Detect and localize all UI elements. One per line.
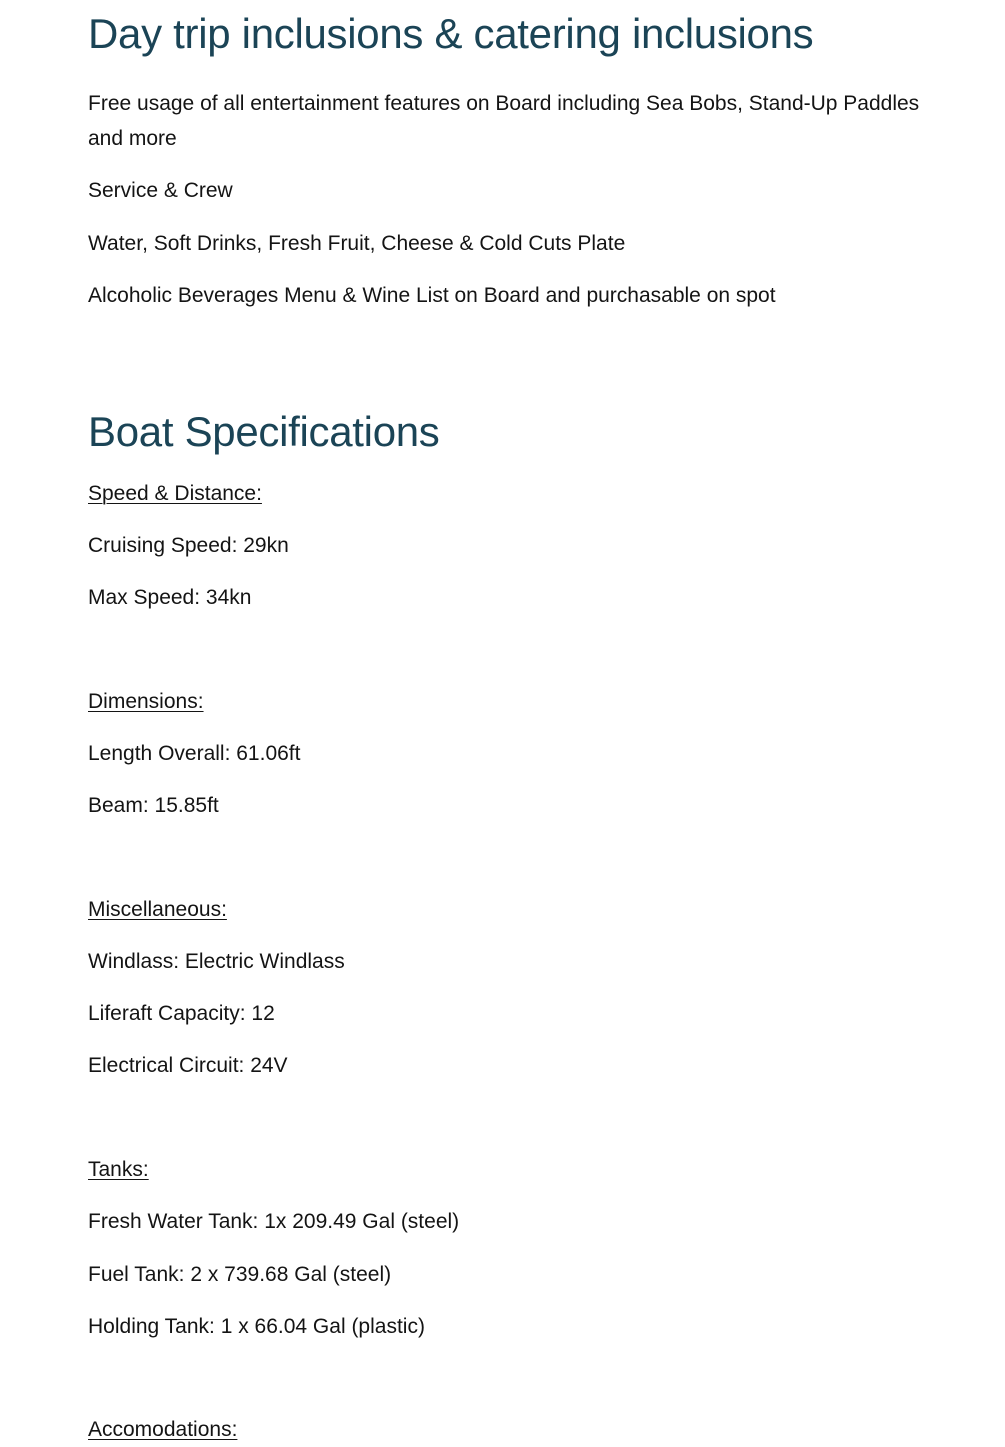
spec-windlass: Windlass: Electric Windlass bbox=[88, 950, 345, 973]
accommodations-subheading: Accomodations: bbox=[88, 1418, 238, 1441]
dimensions-subheading: Dimensions: bbox=[88, 690, 204, 713]
spec-length-overall: Length Overall: 61.06ft bbox=[88, 742, 301, 765]
inclusion-item-service: Service & Crew bbox=[88, 179, 233, 202]
inclusion-item-entertainment: Free usage of all entertainment features on Board including Sea Bobs, Stand-Up Paddles and more bbox=[88, 92, 920, 150]
spec-beam: Beam: 15.85ft bbox=[88, 794, 219, 817]
specs-heading: Boat Specifications bbox=[88, 408, 440, 455]
speed-subheading: Speed & Distance: bbox=[88, 482, 262, 505]
tanks-subheading: Tanks: bbox=[88, 1158, 149, 1181]
inclusions-heading: Day trip inclusions & catering inclusions bbox=[88, 10, 814, 57]
spec-holding-tank: Holding Tank: 1 x 66.04 Gal (plastic) bbox=[88, 1315, 425, 1338]
spec-cruising-speed: Cruising Speed: 29kn bbox=[88, 534, 289, 557]
spec-liferaft: Liferaft Capacity: 12 bbox=[88, 1002, 275, 1025]
spec-electrical: Electrical Circuit: 24V bbox=[88, 1054, 288, 1077]
spec-fuel-tank: Fuel Tank: 2 x 739.68 Gal (steel) bbox=[88, 1263, 392, 1286]
spec-fresh-water-tank: Fresh Water Tank: 1x 209.49 Gal (steel) bbox=[88, 1210, 460, 1233]
misc-subheading: Miscellaneous: bbox=[88, 898, 227, 921]
inclusion-item-catering: Water, Soft Drinks, Fresh Fruit, Cheese & Cold Cuts Plate bbox=[88, 232, 626, 255]
spec-max-speed: Max Speed: 34kn bbox=[88, 586, 252, 609]
inclusion-item-beverages: Alcoholic Beverages Menu & Wine List on Board and purchasable on spot bbox=[88, 284, 776, 307]
